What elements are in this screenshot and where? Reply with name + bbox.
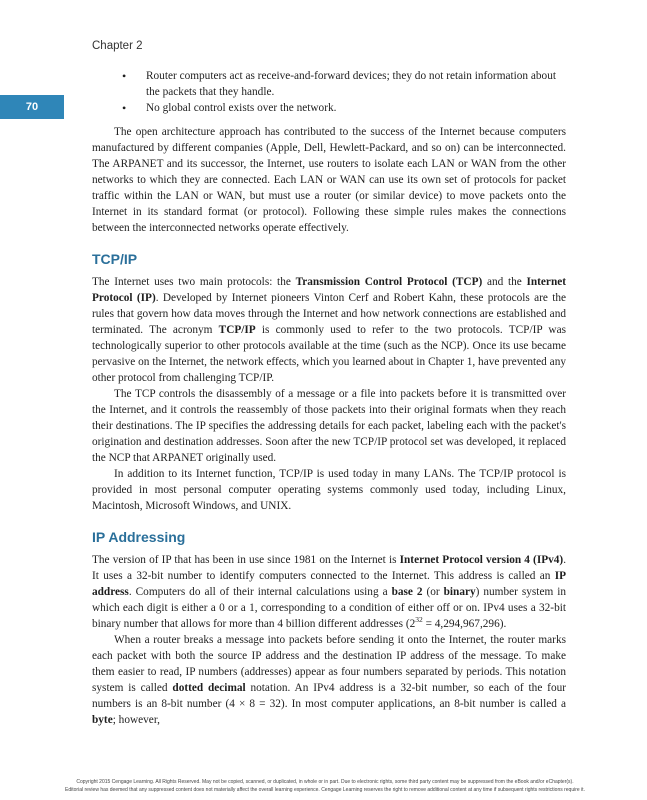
ip-paragraph-2: When a router breaks a message into packets before sending it onto the Internet, the router marks each packet with both the source IP address and the destination IP address of the message. To make them easier to read, IP numbers (addresses) appear as four numbers separated by periods. This notation system is called dotted decimal notation. An IPv4 address is a 32-bit number, so each of the four numbers is an 8-bit number (4 × 8 = 32). In most computer applications, an 8-bit number is called a byte; however, (92, 634, 566, 726)
tcpip-paragraph-2: The TCP controls the disassembly of a message or a file into packets before it is transmitted over the Internet, and it controls the reassembly of those packets into their original formats when they reach their destinations. The IP specifies the addressing details for each packet, labeling each with the packet's origination and destination addresses. Soon after the new TCP/IP protocol set was developed, it replaced the NCP that ARPANET originally used. (92, 388, 566, 464)
copyright-footer (30, 778, 620, 794)
bullet-item: • Router computers act as receive-and-forward devices; they do not retain information about the packets that they handle. (146, 68, 566, 100)
footer-line: Copyright 2015 Cengage Learning. All Rights Reserved. May not be copied, scanned, or duplicated, in whole or in part. Due to electronic rights, some third party content may be suppressed from the eBook and/or eChapter(s). (76, 779, 574, 785)
page-number-tab: 70 (0, 95, 64, 119)
footer-line: Editorial review has deemed that any suppressed content does not materially affect the overall learning experience. Cengage Learning reserves the right to remove additional content at any time if subsequent rights restrictions require it. (65, 787, 585, 793)
tcpip-paragraph-3: In addition to its Internet function, TCP/IP is used today in many LANs. The TCP/IP protocol is provided in most personal computer operating systems commonly used today, including Linux, Macintosh, Microsoft Windows, and UNIX. (92, 468, 566, 512)
page-content (92, 68, 566, 728)
bullet-list (92, 68, 566, 116)
chapter-label: Chapter 2 (92, 40, 143, 52)
tcpip-paragraph-1: The Internet uses two main protocols: the Transmission Control Protocol (TCP) and the Internet Protocol (IP). Developed by Internet pioneers Vinton Cerf and Robert Kahn, these protocols are the rules that govern how data moves through the Internet and how network connections are established and terminated. The acronym TCP/IP is commonly used to refer to the two protocols. TCP/IP was technologically superior to other protocols available at the time (such as the NCP). Once its use became pervasive on the Internet, the network effects, which you learned about in Chapter 1, have prevented any other protocol from challenging TCP/IP. (92, 276, 567, 384)
intro-paragraph: The open architecture approach has contributed to the success of the Internet because computers manufactured by different companies (Apple, Dell, Hewlett-Packard, and so on) can be interconnected. The ARPANET and its successor, the Internet, use routers to isolate each LAN or WAN from the other networks to which they are connected. Each LAN or WAN can use its own set of protocols for packet traffic within the LAN or WAN, but must use a router (or similar device) to move packets onto the Internet in its standard format (or protocol). Following these simple rules makes the connections between the interconnected networks operate effectively. (92, 126, 566, 234)
ip-paragraph-1: The version of IP that has been in use since 1981 on the Internet is Internet Protocol version 4 (IPv4). It uses a 32-bit number to identify computers connected to the Internet. This address is called an IP address. Computers do all of their internal calculations using a base 2 (or binary) number system in which each digit is either a 0 or a 1, corresponding to a condition of either off or on. IPv4 uses a 32-bit binary number that allows for more than 4 billion different addresses $(2^{32} = 4,294,967,296)$. (92, 554, 567, 630)
section-heading-ip-addressing: IP Addressing (92, 529, 186, 545)
bullet-item: • No global control exists over the network. (146, 100, 566, 116)
section-heading-tcpip: TCP/IP (92, 251, 138, 267)
